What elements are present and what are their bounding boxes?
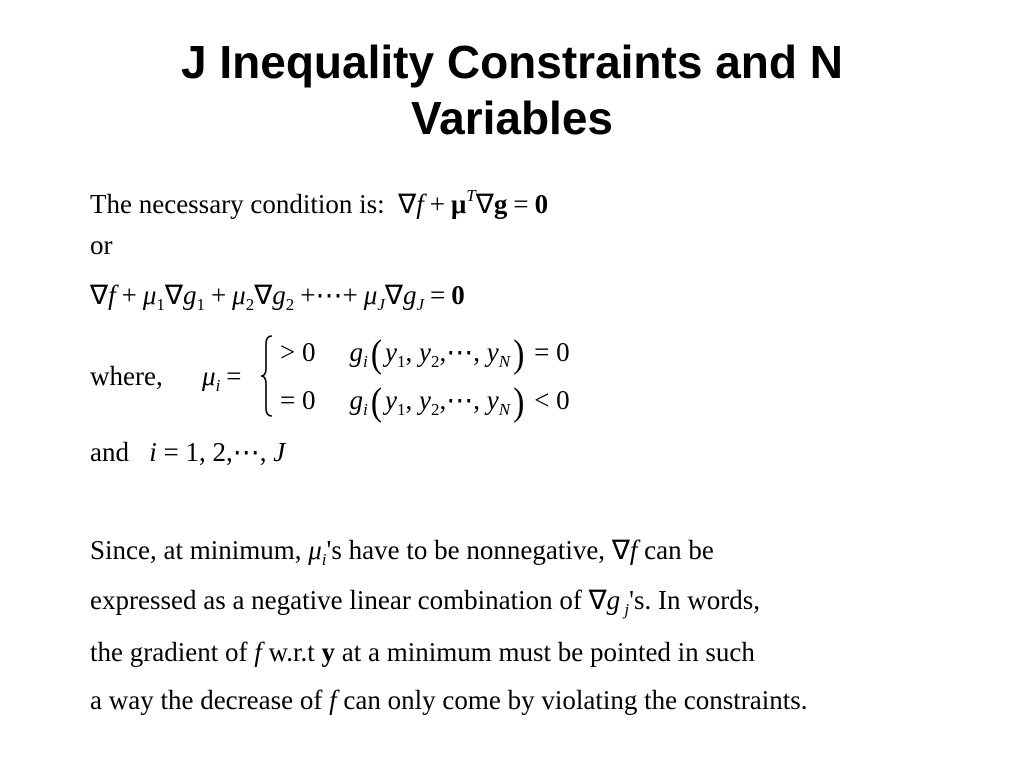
index-range-line [90,436,285,468]
mu-i-lhs: $\mu_i$ = [202,361,242,395]
case-positive: > 0 $g_i$( $y_1$, $y_2,\cdots$, $y_N) = 0$ [280,333,570,376]
para-text-3a: the gradient of [90,637,248,667]
paragraph-line-2 [90,584,760,626]
para-text-2a: expressed as a negative linear combination of [90,585,582,615]
and-label: and [90,437,129,467]
left-brace-icon [260,334,274,418]
para-text-3b: w.r.t [268,637,315,667]
slide-title [0,34,1024,146]
grad-f-symbol: ∇f [611,535,638,565]
paragraph-line-4 [90,684,808,716]
title-line-2: Variables [410,92,614,144]
necessary-condition-label: The necessary condition is: [90,189,385,219]
paragraph-line-1 [90,534,714,576]
where-label: where, [90,361,163,391]
paragraph-line-3 [90,636,755,668]
grad-g-j-symbol: ∇g $_j$ [588,585,630,619]
para-text-4b: can only come by violating the constraints. [343,685,808,715]
para-text-1c: can be [644,535,714,565]
case-zero: = 0 $g_i$( $y_1$, $y_2,\cdots$, $y_N) < 0$ [280,381,570,424]
expanded-equation: $\nabla f + \mu_1\nabla g_1 + \mu_2\nabla g_2$ +⋯+ $\mu_J\nabla g_J = 0$ [90,280,465,314]
para-text-4a: a way the decrease of [90,685,323,715]
or-text: or [90,230,113,260]
para-text-1b: 's have to be nonnegative, [326,535,606,565]
index-range-equation: i = 1, 2,⋯, J [149,437,286,467]
necessary-condition-line [90,180,548,220]
mu-piecewise-definition [90,333,650,424]
f-symbol: f [254,637,262,667]
title-line-1: J Inequality Constraints and N [181,36,843,88]
y-vector-symbol: y [321,637,335,667]
necessary-condition-equation: $\nabla f + \mu^T\nabla g = 0$ [391,186,549,219]
para-text-2b: 's. In words, [629,585,760,615]
mu-i-symbol: $\mu_i$ [308,535,327,569]
f-symbol-2: f [329,685,337,715]
para-text-1a: Since, at minimum, [90,535,302,565]
para-text-3c: at a minimum must be pointed in such [341,637,755,667]
